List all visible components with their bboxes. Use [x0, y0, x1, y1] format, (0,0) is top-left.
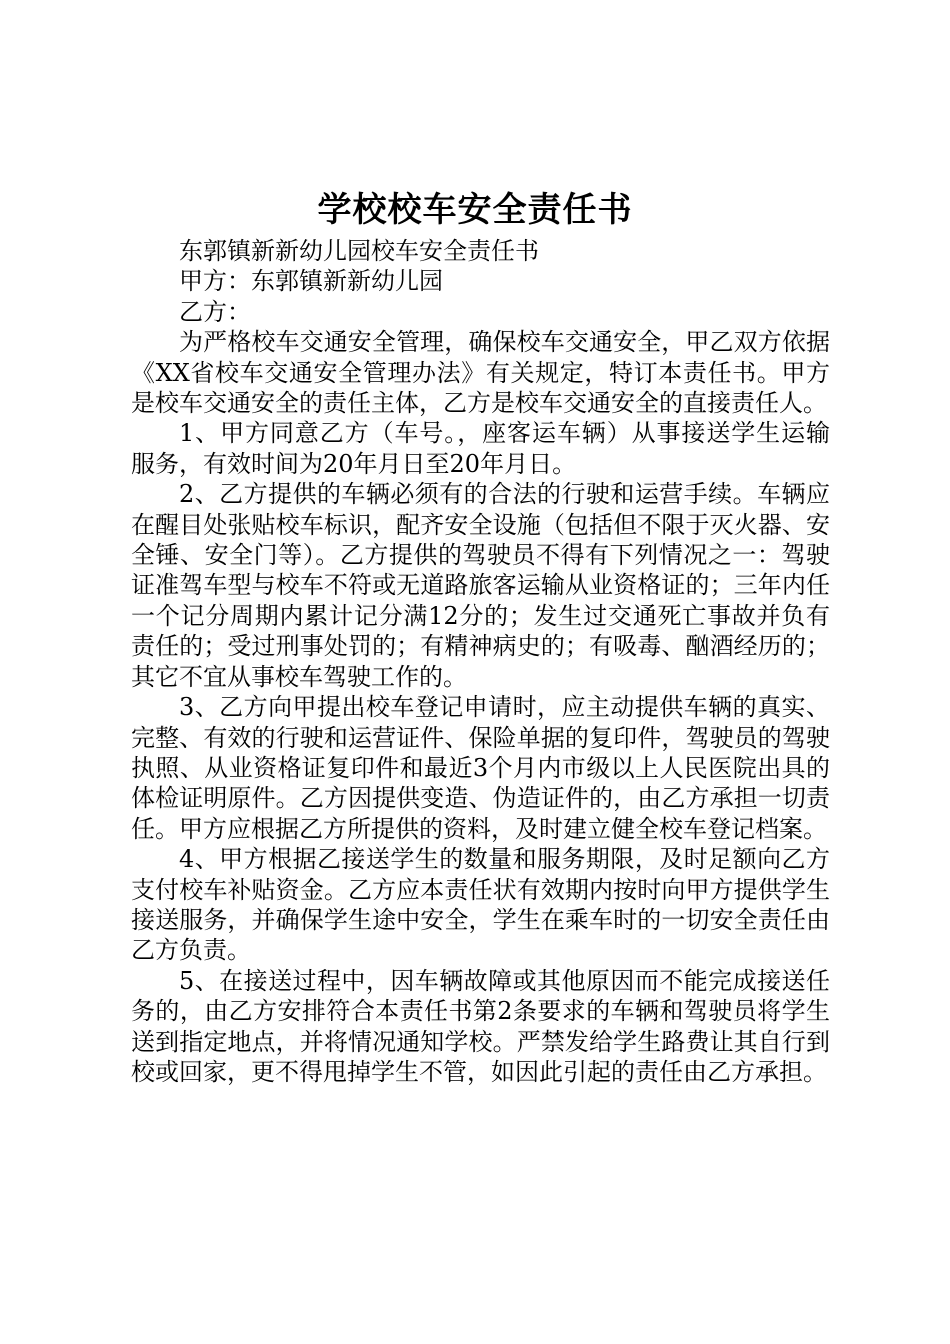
clause-3: 3、乙方向甲提出校车登记申请时，应主动提供车辆的真实、完整、有效的行驶和运营证件、保险单据的复印件，驾驶员的驾驶执照、从业资格证复印件和最近3个月内市级以上人民医院出具的体检证明原件。乙方因提供变造、伪造证件的，由乙方承担一切责任。甲方应根据乙方所提供的资料，及时建立健全校车登记档案。: [131, 693, 830, 843]
document-body: [131, 236, 830, 1087]
clause-1: 1、甲方同意乙方（车号。，座客运车辆）从事接送学生运输服务，有效时间为20年月日至20年月日。: [131, 419, 830, 478]
party-b-line: 乙方：: [179, 297, 251, 326]
doc-subtitle: 东郭镇新新幼儿园校车安全责任书: [179, 237, 539, 265]
clause-2: 2、乙方提供的车辆必须有的合法的行驶和运营手续。车辆应在醒目处张贴校车标识，配齐安全设施（包括但不限于灭火器、安全锤、安全门等）。乙方提供的驾驶员不得有下列情况之一：驾驶证准驾车型与校车不符或无道路旅客运输从业资格证的；三年内任一个记分周期内累计记分满12分的；发生过交通死亡事故并负有责任的；受过刑事处罚的；有精神病史的；有吸毒、酗酒经历的；其它不宜从事校车驾驶工作的。: [131, 480, 830, 691]
document-title: 学校校车安全责任书: [317, 190, 633, 230]
intro-paragraph: 为严格校车交通安全管理，确保校车交通安全，甲乙双方依据《XX省校车交通安全管理办法》有关规定，特订本责任书。甲方是校车交通安全的责任主体，乙方是校车交通安全的直接责任人。: [131, 328, 830, 418]
clause-4: 4、甲方根据乙接送学生的数量和服务期限，及时足额向乙方支付校车补贴资金。乙方应本责任状有效期内按时向甲方提供学生接送服务，并确保学生途中安全，学生在乘车时的一切安全责任由乙方负责。: [131, 845, 830, 965]
party-a-line: 甲方：东郭镇新新幼儿园: [179, 267, 443, 296]
clause-5: 5、在接送过程中，因车辆故障或其他原因而不能完成接送任务的，由乙方安排符合本责任书第2条要求的车辆和驾驶员将学生送到指定地点，并将情况通知学校。严禁发给学生路费让其自行到校或回家，更不得甩掉学生不管，如因此引起的责任由乙方承担。: [131, 966, 830, 1086]
